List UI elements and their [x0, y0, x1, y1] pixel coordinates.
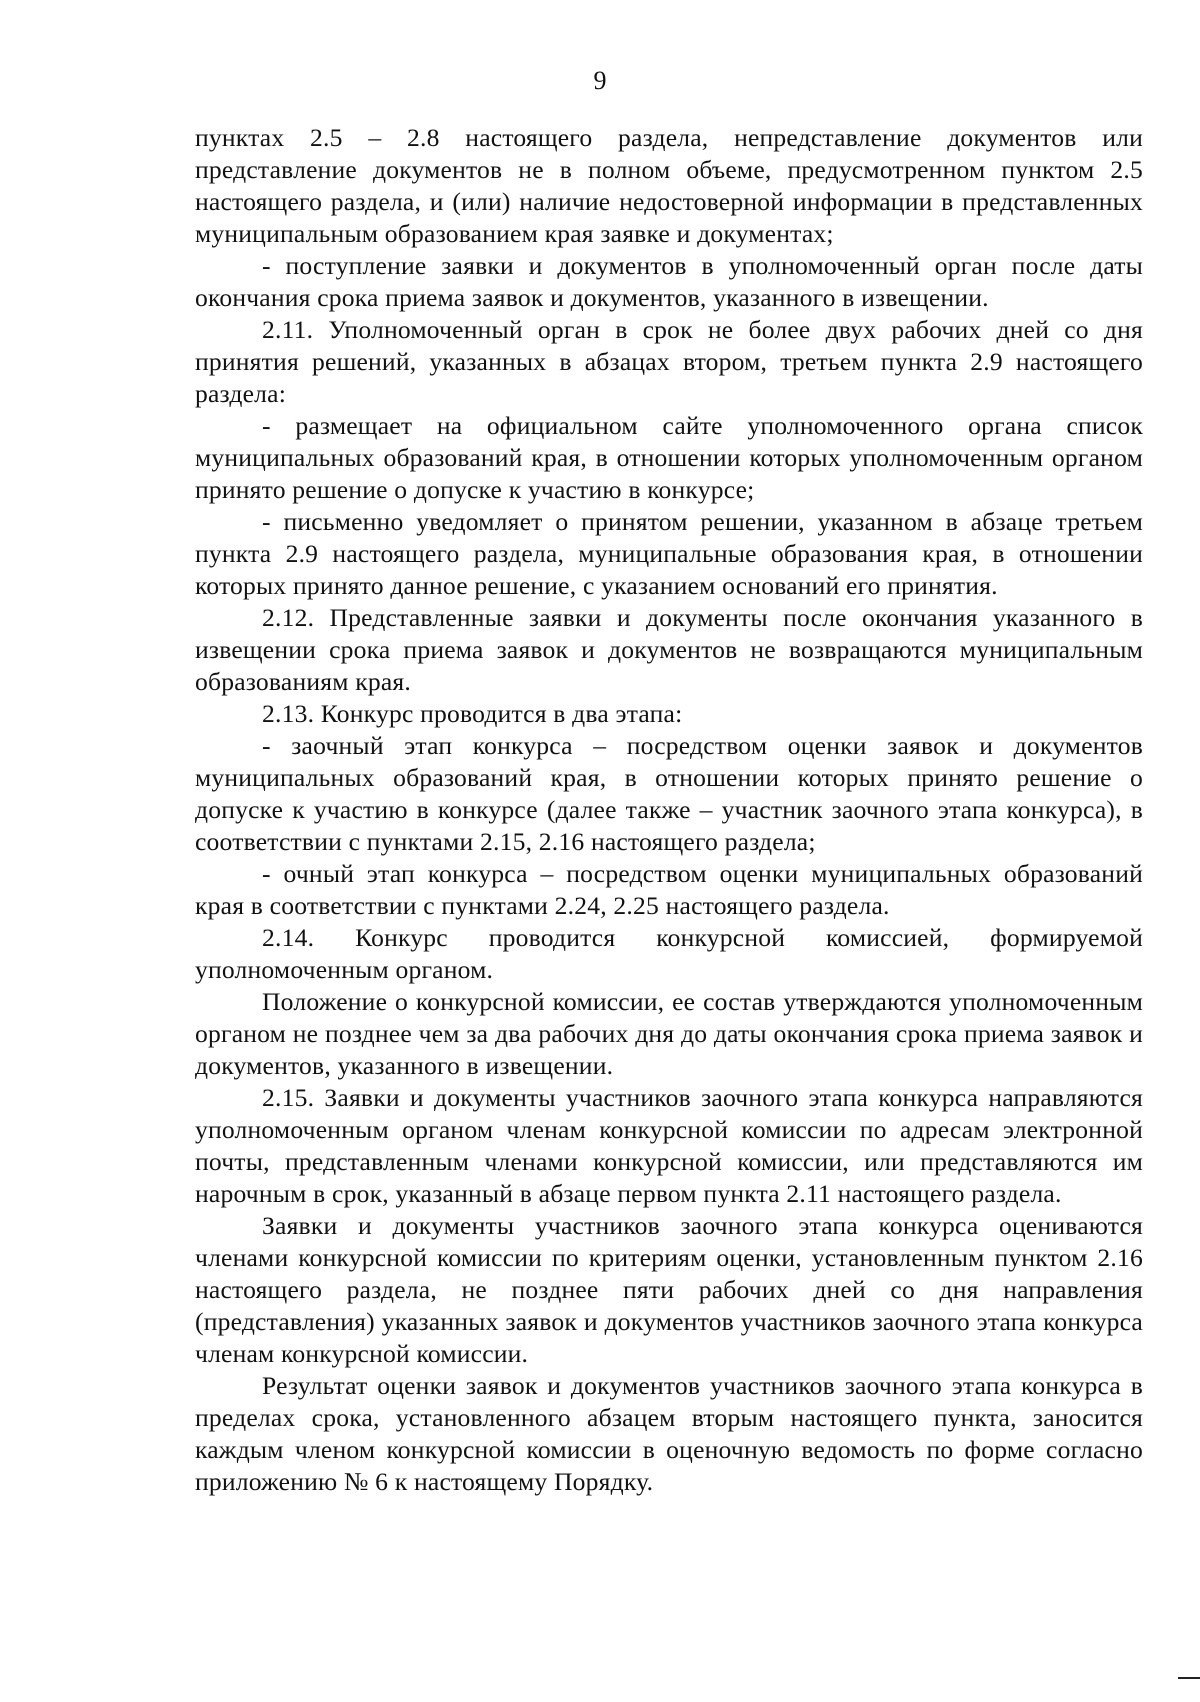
paragraph-continuation: пунктах 2.5 – 2.8 настоящего раздела, непредставление документов или представление документов не в полном объеме, предусмотренном пунктом 2.5 настоящего раздела, и (или) наличие недостоверной информации в представленных муниципальным образованием края заявке и документах; — [195, 123, 1143, 248]
clause-2-14: 2.14. Конкурс проводится конкурсной комиссией, формируемой уполномоченным органом. — [195, 923, 1143, 984]
paragraph: Положение о конкурсной комиссии, ее состав утверждаются уполномоченным органом не позднее чем за два рабочих дня до даты окончания срока приема заявок и документов, указанного в извещении. — [195, 987, 1143, 1080]
list-item: - заочный этап конкурса – посредством оценки заявок и документов муниципальных образований края, в отношении которых принято решение о допуске к участию в конкурсе (далее также – участник заочного этапа конкурса), в соответствии с пунктами 2.15, 2.16 настоящего раздела; — [195, 731, 1143, 856]
clause-2-13: 2.13. Конкурс проводится в два этапа: — [262, 699, 683, 728]
scan-edge-mark — [1178, 1677, 1200, 1679]
paragraph: Результат оценки заявок и документов участников заочного этапа конкурса в пределах срока, установленного абзацем вторым настоящего пункта, заносится каждым членом конкурсной комиссии в оценочную ведомость по форме согласно приложению № 6 к настоящему Порядку. — [195, 1371, 1143, 1496]
list-item: - очный этап конкурса – посредством оценки муниципальных образований края в соответствии с пунктами 2.24, 2.25 настоящего раздела. — [195, 859, 1143, 920]
document-body — [195, 122, 1143, 1498]
clause-2-11: 2.11. Уполномоченный орган в срок не более двух рабочих дней со дня принятия решений, указанных в абзацах втором, третьем пункта 2.9 настоящего раздела: — [195, 315, 1143, 408]
clause-2-15: 2.15. Заявки и документы участников заочного этапа конкурса направляются уполномоченным органом членам конкурсной комиссии по адресам электронной почты, представленным членами конкурсной комиссии, или представляются им нарочным в срок, указанный в абзаце первом пункта 2.11 настоящего раздела. — [195, 1083, 1143, 1208]
list-item: - поступление заявки и документов в уполномоченный орган после даты окончания срока приема заявок и документов, указанного в извещении. — [195, 251, 1143, 312]
page-number: 9 — [593, 66, 607, 95]
list-item: - письменно уведомляет о принятом решении, указанном в абзаце третьем пункта 2.9 настоящего раздела, муниципальные образования края, в отношении которых принято данное решение, с указанием оснований его принятия. — [195, 507, 1143, 600]
list-item: - размещает на официальном сайте уполномоченного органа список муниципальных образований края, в отношении которых уполномоченным органом принято решение о допуске к участию в конкурсе; — [195, 411, 1143, 504]
paragraph: Заявки и документы участников заочного этапа конкурса оцениваются членами конкурсной комиссии по критериям оценки, установленным пунктом 2.16 настоящего раздела, не позднее пяти рабочих дней со дня направления (представления) указанных заявок и документов участников заочного этапа конкурса членам конкурсной комиссии. — [195, 1211, 1143, 1368]
clause-2-12: 2.12. Представленные заявки и документы после окончания указанного в извещении срока приема заявок и документов не возвращаются муниципальным образованиям края. — [195, 603, 1143, 696]
